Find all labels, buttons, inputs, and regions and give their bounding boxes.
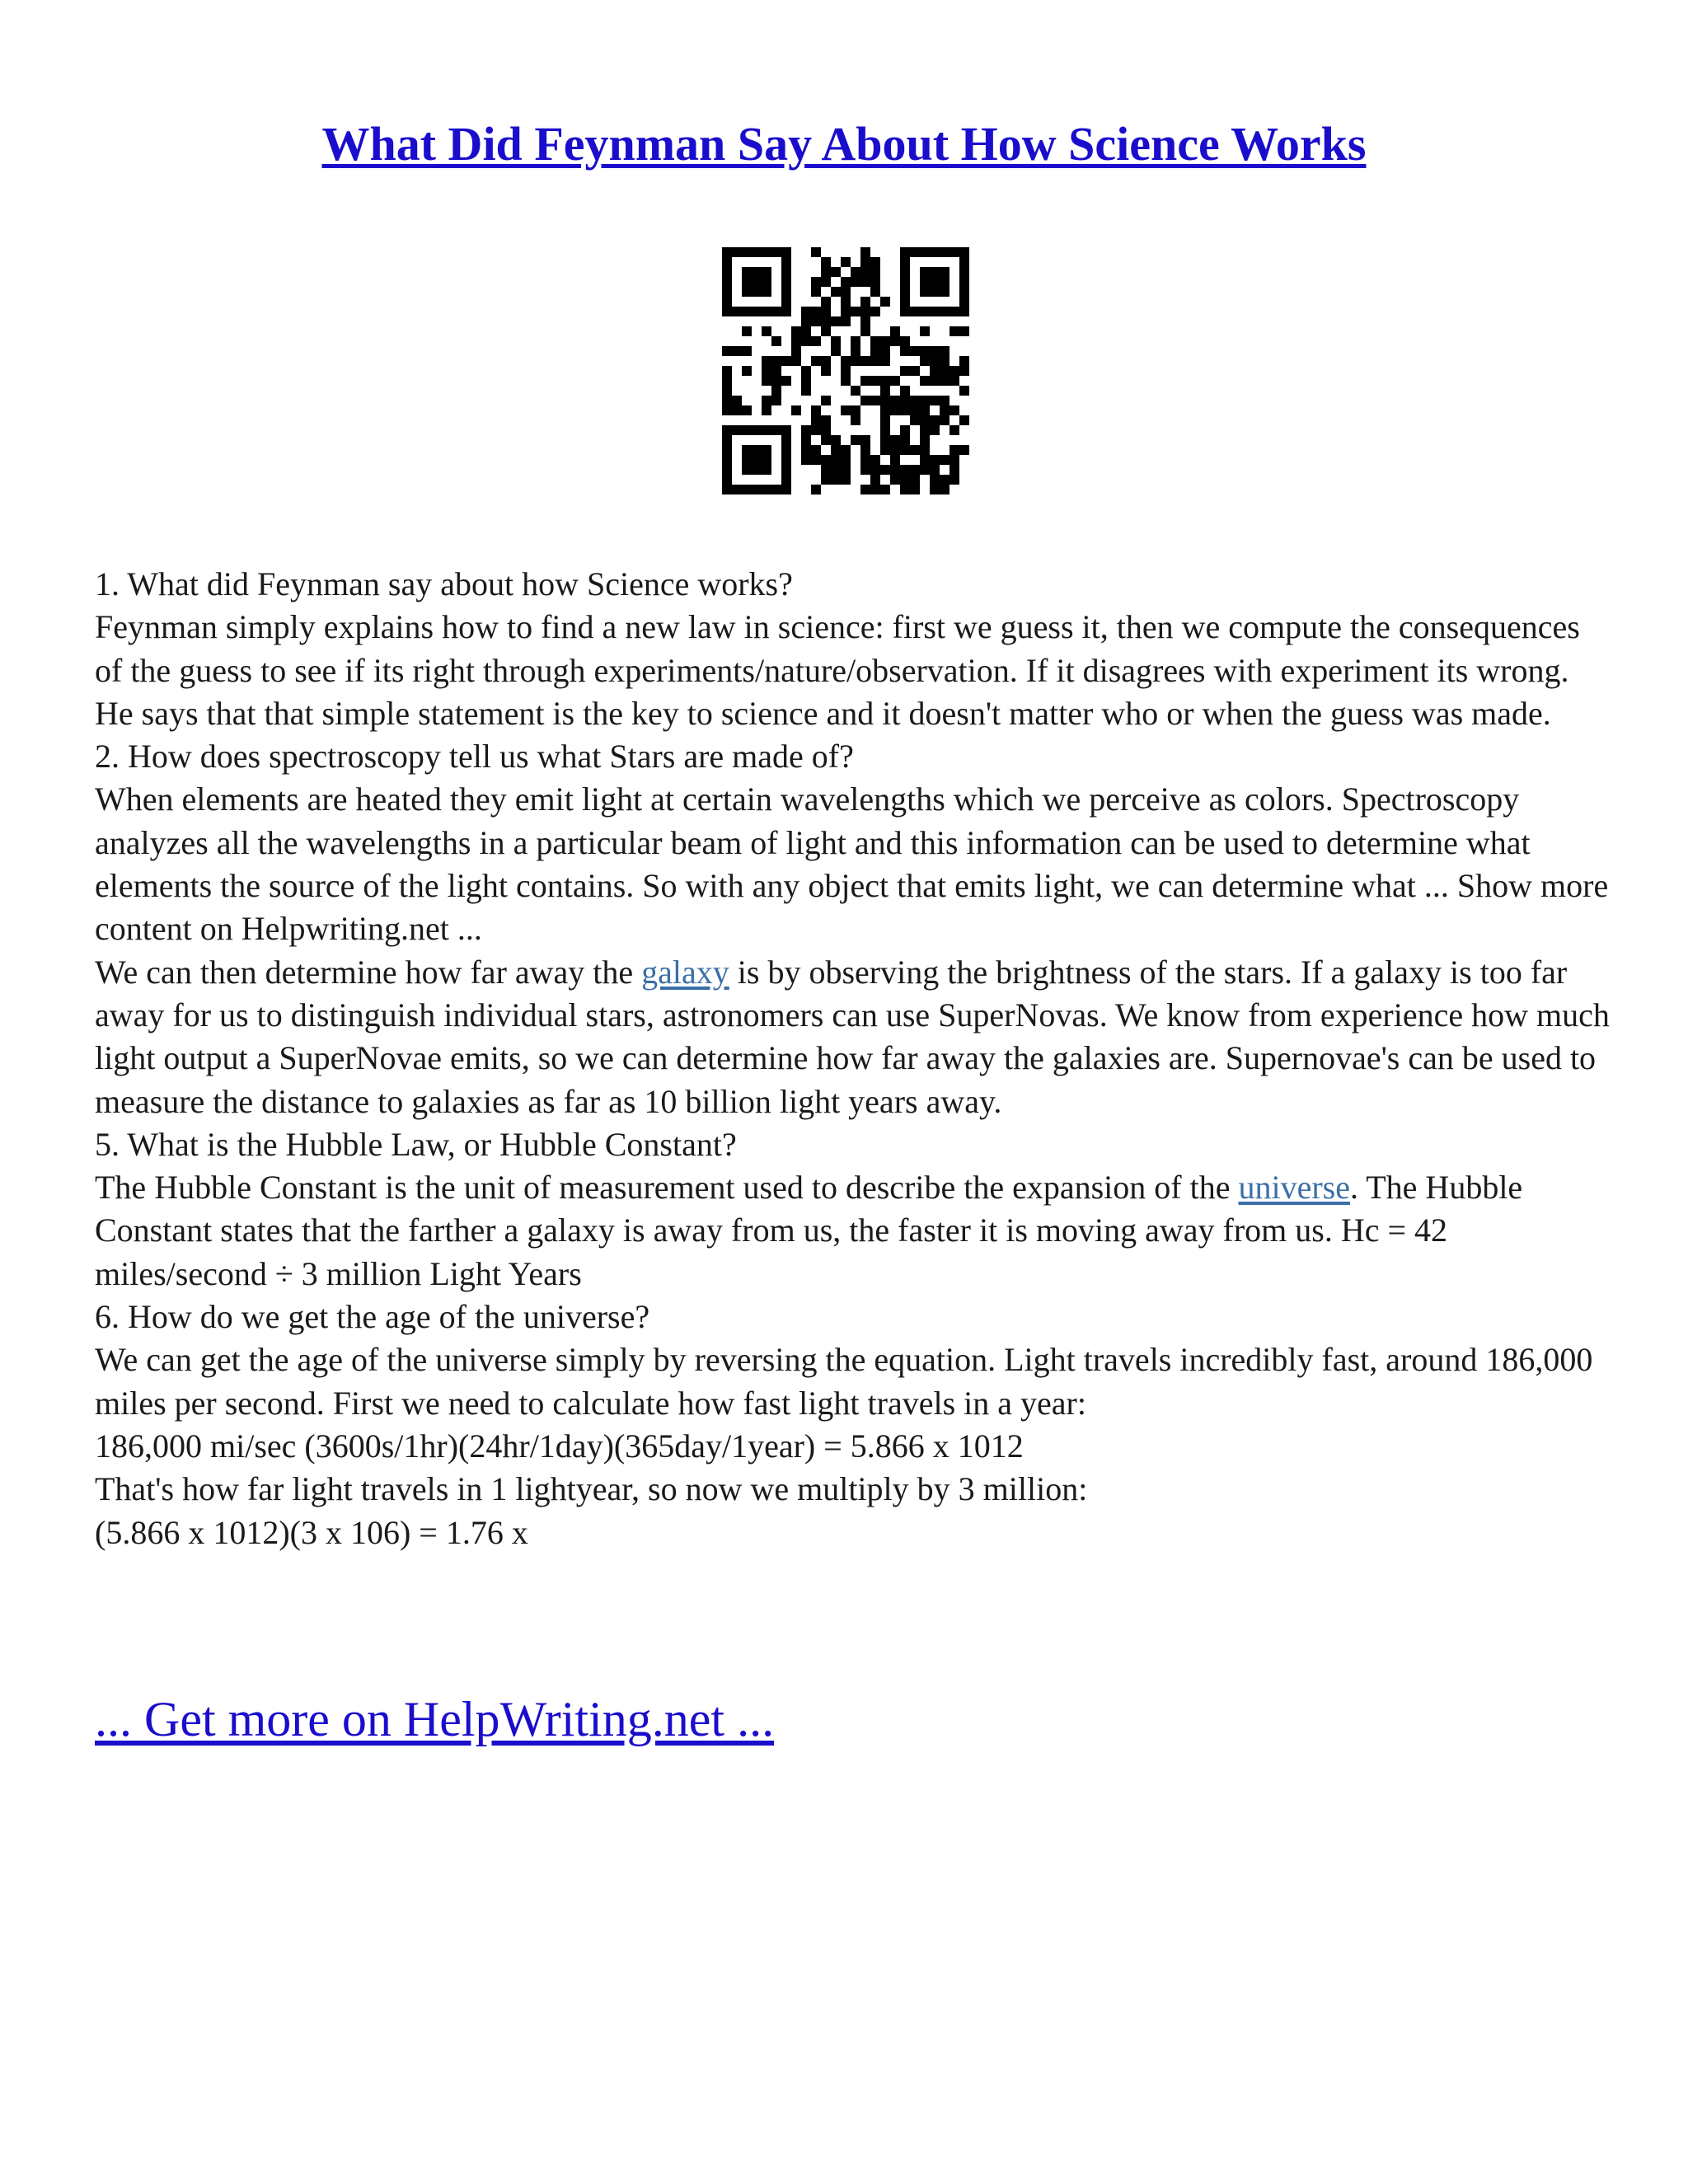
article-body	[95, 563, 1611, 1554]
galaxy-link[interactable]: galaxy	[641, 953, 729, 991]
question-2: 2. How does spectroscopy tell us what Stars are made of?	[95, 738, 854, 776]
answer-6: We can get the age of the universe simply by reversing the equation. Light travels incredibly fast, around 186,000 miles per second. First we need to calculate how fast light travels in a year:	[95, 1341, 1593, 1422]
get-more-link[interactable]: ... Get more on HelpWriting.net ...	[95, 1692, 775, 1746]
document-title	[0, 115, 1688, 173]
paragraph-galaxy	[95, 951, 1611, 1123]
qr-code-icon	[722, 247, 969, 494]
qr-code	[722, 247, 969, 494]
universe-link[interactable]: universe	[1238, 1169, 1350, 1207]
answer-5-text-start: The Hubble Constant is the unit of measurement used to describe the expansion of the	[95, 1169, 1239, 1207]
answer-2: When elements are heated they emit light at certain wavelengths which we perceive as colors. Spectroscopy analyzes all the wavelengths in a particular beam of light and this information can be used to determine what elements the source of the light contains. So with any object that emits light, we can determine what ... Show more content on Helpwriting.net ...	[95, 780, 1609, 948]
answer-1: Feynman simply explains how to find a new law in science: first we guess it, then we compute the consequences of the guess to see if its right through experiments/nature/observation. If it disagrees with experiment its wrong. He says that that simple statement is the key to science and it doesn't matter who or when the guess was made.	[95, 608, 1580, 732]
answer-5	[95, 1166, 1611, 1296]
answer-5-text-end: . The Hubble Constant states that the farther a galaxy is away from us, the faster it is moving away from us. Hc = 42 miles/second ÷ 3 million Light Years	[95, 1169, 1523, 1292]
title-link[interactable]: What Did Feynman Say About How Science Works	[321, 117, 1367, 171]
equation-2: (5.866 x 1012)(3 x 106) = 1.76 x	[95, 1513, 528, 1551]
equation-1: 186,000 mi/sec (3600s/1hr)(24hr/1day)(365day/1year) = 5.866 x 1012	[95, 1427, 1024, 1465]
question-1: 1. What did Feynman say about how Science works?	[95, 565, 793, 602]
paragraph-lightyear: That's how far light travels in 1 lightyear, so now we multiply by 3 million:	[95, 1470, 1088, 1508]
question-5: 5. What is the Hubble Law, or Hubble Constant?	[95, 1125, 737, 1163]
question-6: 6. How do we get the age of the universe?	[95, 1298, 650, 1336]
paragraph-galaxy-text-end: is by observing the brightness of the stars. If a galaxy is too far away for us to distinguish individual stars, astronomers can use SuperNovas. We know from experience how much light output a SuperNovae emits, so we can determine how far away the galaxies are. Supernovae's can be used to measure the distance to galaxies as far as 10 billion light years away.	[95, 953, 1610, 1120]
paragraph-galaxy-text-start: We can then determine how far away the	[95, 953, 642, 991]
more-link-container	[95, 1690, 774, 1749]
